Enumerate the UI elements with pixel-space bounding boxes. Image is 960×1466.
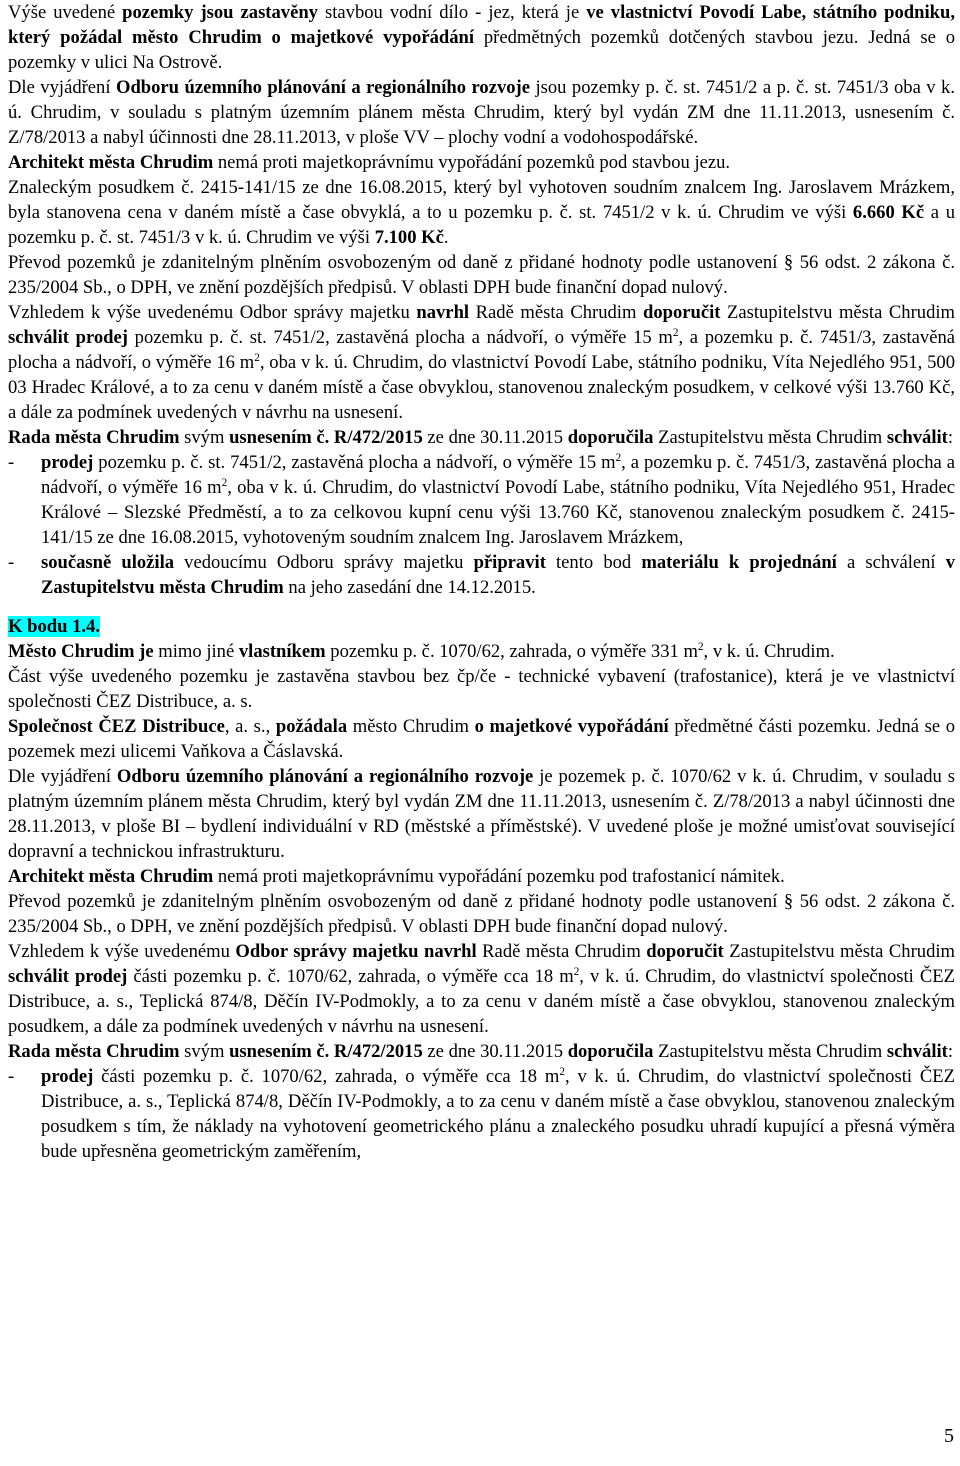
list-item bbox=[8, 1064, 955, 1164]
superscript: 2 bbox=[559, 1065, 565, 1078]
list-marker: - bbox=[8, 1066, 15, 1087]
bold-text: pozemky jsou zastavěny bbox=[122, 2, 318, 23]
paragraph: Vzhledem k výše uvedenému Odbor správy majetku navrhl Radě města Chrudim doporučit Zastupitelstvu města Chrudim schválit prodej části pozemku p. č. 1070/62, zahrada, o výměře cca 18 $m^2$, v k. ú. Chrudim, do vlastnictví společnosti ČEZ Distribuce, a. s., Teplická 874/8, Děčín IV-Podmokly, a to za cenu v daném místě a čase obvyklou, stanovenou znaleckým posudkem, a dále za podmínek uvedených v návrhu na usnesení. bbox=[8, 941, 955, 1037]
paragraph: Výše uvedené pozemky jsou zastavěny stavbou vodní dílo - jez, která je ve vlastnictví Povodí Labe, státního podniku, který požádal město Chrudim o majetkové vypořádání předmětných pozemků dotčených stavbou jezu. Jedná se o pozemky v ulici Na Ostrově. bbox=[8, 2, 955, 73]
paragraph: Rada města Chrudim svým usnesením č. R/472/2015 ze dne 30.11.2015 doporučila Zastupitelstvu města Chrudim schválit: bbox=[8, 427, 954, 448]
bold-text: doporučit bbox=[643, 302, 721, 323]
paragraph: Architekt města Chrudim nemá proti majetkoprávnímu vypořádání pozemku pod trafostanicí námitek. bbox=[8, 866, 785, 887]
bold-text: Město Chrudim je bbox=[8, 641, 154, 662]
page-number: 5 bbox=[944, 1425, 954, 1447]
bold-text: prodej bbox=[41, 1066, 94, 1087]
bold-text: doporučila bbox=[567, 1041, 654, 1062]
bold-text: doporučit bbox=[646, 941, 724, 962]
bold-text: Společnost ČEZ Distribuce bbox=[8, 716, 225, 737]
bold-text: schválit prodej bbox=[8, 966, 128, 987]
bold-text: připravit bbox=[473, 552, 546, 573]
paragraph: Společnost ČEZ Distribuce, a. s., požádala město Chrudim o majetkové vypořádání předmětné části pozemku. Jedná se o pozemek mezi ulicemi Vaňkova a Čáslavská. bbox=[8, 716, 956, 762]
bold-text: schválit bbox=[886, 427, 948, 448]
superscript: 2 bbox=[254, 351, 260, 364]
section-heading-wrap bbox=[8, 614, 955, 639]
list-item-text: prodej pozemku p. č. st. 7451/2, zastavěná plocha a nádvoří, o výměře 15 $m^2$, a pozemku p. č. 7451/3, zastavěná plocha a nádvoří, o výměře 16 $m^2$, oba v k. ú. Chrudim, do vlastnictví Povodí Labe, státního podniku, Víta Nejedlého 951, Hradec Králové – Slezské Předměstí, a to za celkovou kupní cenu výši 13.760 Kč, stanovenou znaleckým posudkem č. 2415-141/15 ze dne 16.08.2015, vyhotoveným soudním znalcem Ing. Jaroslavem Mrázkem, bbox=[41, 451, 955, 548]
bold-text: požádala bbox=[275, 716, 348, 737]
paragraph: Vzhledem k výše uvedenému Odbor správy majetku navrhl Radě města Chrudim doporučit Zastupitelstvu města Chrudim schválit prodej pozemku p. č. st. 7451/2, zastavěná plocha a nádvoří, o výměře 15 $m^2$, a pozemku p. č. 7451/3, zastavěná plocha a nádvoří, o výměře 16 $m^2$, oba v k. ú. Chrudim, do vlastnictví Povodí Labe, státního podniku, Víta Nejedlého 951, 500 03 Hradec Králové, a to za cenu v daném místě a čase obvyklou, stanovenou znaleckým posudkem, v celkové výši 13.760 Kč, a dále za podmínek uvedených v návrhu na usnesení. bbox=[8, 302, 956, 423]
bold-text: vlastníkem bbox=[238, 641, 326, 662]
list-marker: - bbox=[8, 452, 15, 473]
paragraph: Rada města Chrudim svým usnesením č. R/472/2015 ze dne 30.11.2015 doporučila Zastupitelstvu města Chrudim schválit: bbox=[8, 1041, 954, 1062]
bold-text: 6.660 Kč bbox=[852, 202, 925, 223]
superscript: 2 bbox=[615, 451, 622, 464]
bold-text: Odboru územního plánování a regionálního rozvoje bbox=[116, 766, 534, 787]
paragraph: Dle vyjádření Odboru územního plánování a regionálního rozvoje jsou pozemky p. č. st. 7451/2 a p. č. st. 7451/3 oba v k. ú. Chrudim, v souladu s platným územním plánem města Chrudim, který byl vydán ZM dne 11.11.2013, usnesením č. Z/78/2013 a nabyl účinnosti dne 28.11.2013, v ploše VV – plochy vodní a vodohospodářské. bbox=[8, 77, 955, 148]
bold-text: materiálu k projednání bbox=[641, 552, 837, 573]
paragraph: Dle vyjádření Odboru územního plánování a regionálního rozvoje je pozemek p. č. 1070/62 v k. ú. Chrudim, v souladu s platným územním plánem města Chrudim, který byl vydán ZM dne 11.11.2013, usnesením č. Z/78/2013 a nabyl účinnosti dne 28.11.2013, v ploše BI – bydlení individuální v RD (městské a příměstské). V uvedené ploše je možné umisťovat související dopravní a technickou infrastrukturu. bbox=[8, 766, 955, 862]
bold-text: v Zastupitelstvu města Chrudim bbox=[41, 552, 955, 598]
bold-text: schválit prodej bbox=[8, 327, 128, 348]
bold-text: Architekt města Chrudim bbox=[8, 152, 214, 173]
bold-text: o majetkové vypořádání bbox=[474, 716, 669, 737]
list-item bbox=[8, 550, 955, 600]
bold-text: schválit bbox=[886, 1041, 948, 1062]
bold-text: usnesením č. R/472/2015 bbox=[229, 1041, 423, 1062]
paragraph: Část výše uvedeného pozemku je zastavěna stavbou bez čp/če - technické vybavení (trafostanice), která je ve vlastnictví společnosti ČEZ Distribuce, a. s. bbox=[8, 666, 955, 712]
list-item-text: prodej části pozemku p. č. 1070/62, zahrada, o výměře cca 18 $m^2$, v k. ú. Chrudim, do vlastnictví společnosti ČEZ Distribuce, a. s., Teplická 874/8, Děčín IV-Podmokly, a to za cenu v daném místě a čase obvyklou, stanovenou znaleckým posudkem s tím, že náklady na vyhotovení geometrického plánu a znaleckého posudku uhradí kupující a přesná výměra bude upřesněna geometrickým zaměřením, bbox=[41, 1065, 955, 1162]
bold-text: Odbor správy majetku navrhl bbox=[235, 941, 477, 962]
bold-text: Architekt města Chrudim bbox=[8, 866, 214, 887]
section-heading: K bodu 1.4. bbox=[8, 616, 100, 637]
list-item-text: současně uložila vedoucímu Odboru správy majetku připravit tento bod materiálu k projednání a schválení v Zastupitelstvu města Chrudim na jeho zasedání dne 14.12.2015. bbox=[41, 552, 955, 598]
paragraph: Město Chrudim je mimo jiné vlastníkem pozemku p. č. 1070/62, zahrada, o výměře 331 $m^2$, v k. ú. Chrudim. bbox=[8, 640, 835, 662]
paragraph: Převod pozemků je zdanitelným plněním osvobozeným od daně z přidané hodnoty podle ustanovení § 56 odst. 2 zákona č. 235/2004 Sb., o DPH, ve znění pozdějších předpisů. V oblasti DPH bude finanční dopad nulový. bbox=[8, 891, 955, 937]
bold-text: usnesením č. R/472/2015 bbox=[229, 427, 423, 448]
superscript: 2 bbox=[672, 326, 679, 339]
list-item bbox=[8, 450, 955, 550]
bold-text: 7.100 Kč bbox=[374, 227, 444, 248]
bold-text: prodej bbox=[41, 452, 94, 473]
superscript: 2 bbox=[573, 965, 580, 978]
paragraph: Převod pozemků je zdanitelným plněním osvobozeným od daně z přidané hodnoty podle ustanovení § 56 odst. 2 zákona č. 235/2004 Sb., o DPH, ve znění pozdějších předpisů. V oblasti DPH bude finanční dopad nulový. bbox=[8, 252, 955, 298]
bold-text: doporučila bbox=[567, 427, 654, 448]
bold-text: ve vlastnictví Povodí Labe, státního podniku, který požádal město Chrudim o majetkové vypořádání bbox=[8, 2, 955, 48]
bold-text: Rada města Chrudim bbox=[8, 1041, 180, 1062]
superscript: 2 bbox=[697, 640, 704, 653]
paragraph: Architekt města Chrudim nemá proti majetkoprávnímu vypořádání pozemků pod stavbou jezu. bbox=[8, 152, 731, 173]
bold-text: současně uložila bbox=[41, 552, 175, 573]
bold-text: Odboru územního plánování a regionálního rozvoje bbox=[115, 77, 531, 98]
list-marker: - bbox=[8, 552, 15, 573]
bold-text: navrhl bbox=[416, 302, 470, 323]
bold-text: Rada města Chrudim bbox=[8, 427, 180, 448]
paragraph: Znaleckým posudkem č. 2415-141/15 ze dne 16.08.2015, který byl vyhotoven soudním znalcem Ing. Jaroslavem Mrázkem, byla stanovena cena v daném místě a čase obvyklá, a to u pozemku p. č. st. 7451/2 v k. ú. Chrudim ve výši 6.660 Kč a u pozemku p. č. st. 7451/3 v k. ú. Chrudim ve výši 7.100 Kč. bbox=[8, 177, 955, 248]
superscript: 2 bbox=[221, 476, 228, 489]
